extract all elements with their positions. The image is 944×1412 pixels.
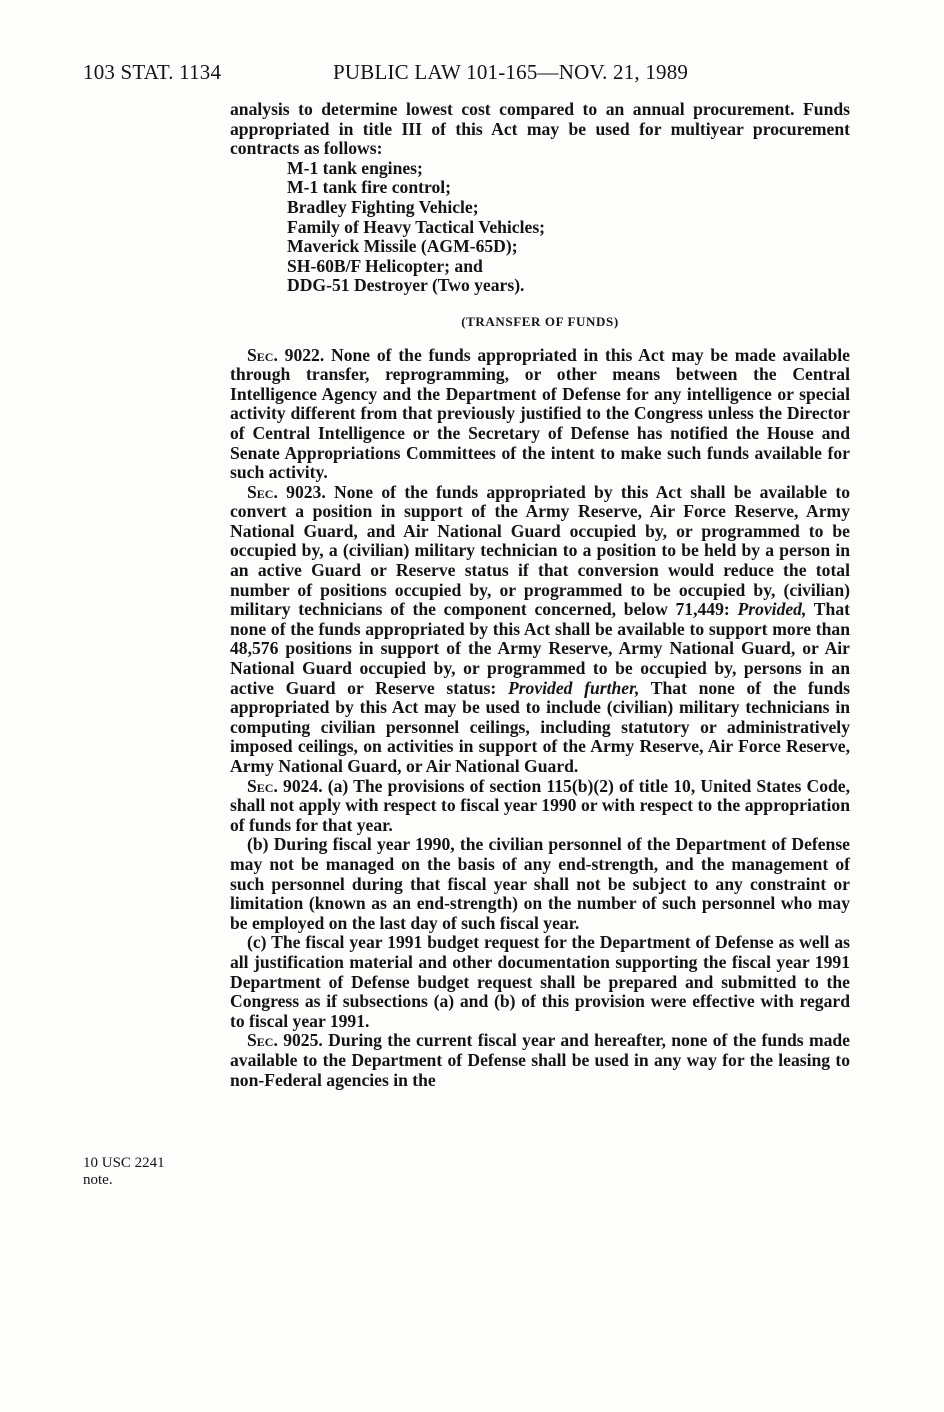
page-header	[83, 60, 843, 90]
margin-note-citation: 10 USC 2241	[83, 1155, 165, 1171]
section-9024	[230, 777, 850, 836]
stat-citation: 103 STAT. 1134	[83, 60, 222, 84]
sec-number: 9023.	[286, 481, 326, 502]
sec-text: That none of the funds appropriated by this Act shall be available to support more than 48,576 positions in support of the Army Reserve, Army National Guard, or Air National Guard occupied by, or programmed to be occupied by, persons in an active Guard or Reserve status:	[230, 599, 850, 698]
sec-label: Sec.	[247, 481, 278, 502]
list-item: Maverick Missile (AGM-65D);	[287, 236, 518, 257]
list-item: Family of Heavy Tactical Vehicles;	[287, 216, 546, 237]
sec-number: 9025.	[283, 1030, 323, 1051]
sec-text: None of the funds appropriated by this Act shall be available to convert a position in support of the Army Reserve, Air Force Reserve, Army National Guard, and Air National Guard occupied by, or programmed to be occupied by, a (civilian) military technician to a position to be held by a person in an active Guard or Reserve status if that conversion would reduce the total number of positions occupied by, or programmed to be occupied by, (civilian) military technicians of the component concerned, below 71,449:	[230, 481, 850, 620]
public-law-title: PUBLIC LAW 101-165—NOV. 21, 1989	[333, 60, 689, 84]
subsection-b: (b) During fiscal year 1990, the civilian personnel of the Department of Defense may not be managed on the basis of any end-strength, and the management of such personnel during that fiscal year shall not be subject to any constraint or limitation (known as an end-strength) on the number of such personnel who may be employed on the last day of such fiscal year.	[230, 834, 850, 933]
margin-note	[83, 1155, 213, 1189]
sec-label: Sec.	[247, 344, 278, 365]
margin-note-label: note.	[83, 1172, 113, 1188]
subsection-c: (c) The fiscal year 1991 budget request for the Department of Defense as well as all justification material and other documentation supporting the fiscal year 1991 Department of Defense budget request shall be prepared and submitted to the Congress as if subsections (a) and (b) of this provision were effective with regard to fiscal year 1991.	[230, 932, 850, 1031]
list-item: M-1 tank fire control;	[287, 177, 452, 198]
sec-text: During the current fiscal year and hereafter, none of the funds made available to the Department of Defense shall be used in any way for the leasing to non-Federal agencies in the	[230, 1030, 850, 1090]
sec-label: Sec.	[247, 1030, 278, 1051]
list-item: DDG-51 Destroyer (Two years).	[287, 275, 525, 296]
intro-paragraph: analysis to determine lowest cost compared to an annual procurement. Funds appropriated in title III of this Act may be used for multiyear procurement contracts as follows:	[230, 99, 850, 159]
section-heading: (TRANSFER OF FUNDS)	[461, 313, 619, 329]
procurement-list	[287, 159, 850, 296]
document-body	[230, 100, 850, 1090]
section-9022	[230, 346, 850, 483]
list-item: SH-60B/F Helicopter; and	[287, 255, 483, 276]
sec-number: 9022.	[284, 344, 325, 365]
proviso-text: Provided,	[737, 599, 807, 620]
section-9025	[230, 1031, 850, 1090]
sec-text: None of the funds appropriated in this Act may be made available through transfer, reprogramming, or other means between the Central Intelligence Agency and the Department of Defense for any intelligence or special activity different from that previously justified to the Congress unless the Director of Central Intelligence or the Secretary of Defense has notified the House and Senate Appropriations Committees of the intent to make such funds available for such activity.	[230, 344, 850, 483]
subsection-a: (a) The provisions of section 115(b)(2) of title 10, United States Code, shall not apply with respect to fiscal year 1990 or with respect to the appropriation of funds for that year.	[230, 775, 850, 835]
proviso-text: Provided further,	[507, 677, 640, 698]
sec-label: Sec.	[247, 775, 278, 796]
list-item: Bradley Fighting Vehicle;	[287, 196, 479, 217]
list-item: M-1 tank engines;	[287, 157, 423, 178]
section-9023	[230, 483, 850, 777]
sec-text: That none of the funds appropriated by this Act may be used to include (civilian) military technicians in computing civilian personnel ceilings, including statutory or administratively imposed ceilings, on activities in support of the Army Reserve, Air Force Reserve, Army National Guard, or Air National Guard.	[230, 677, 850, 776]
sec-number: 9024.	[283, 775, 323, 796]
